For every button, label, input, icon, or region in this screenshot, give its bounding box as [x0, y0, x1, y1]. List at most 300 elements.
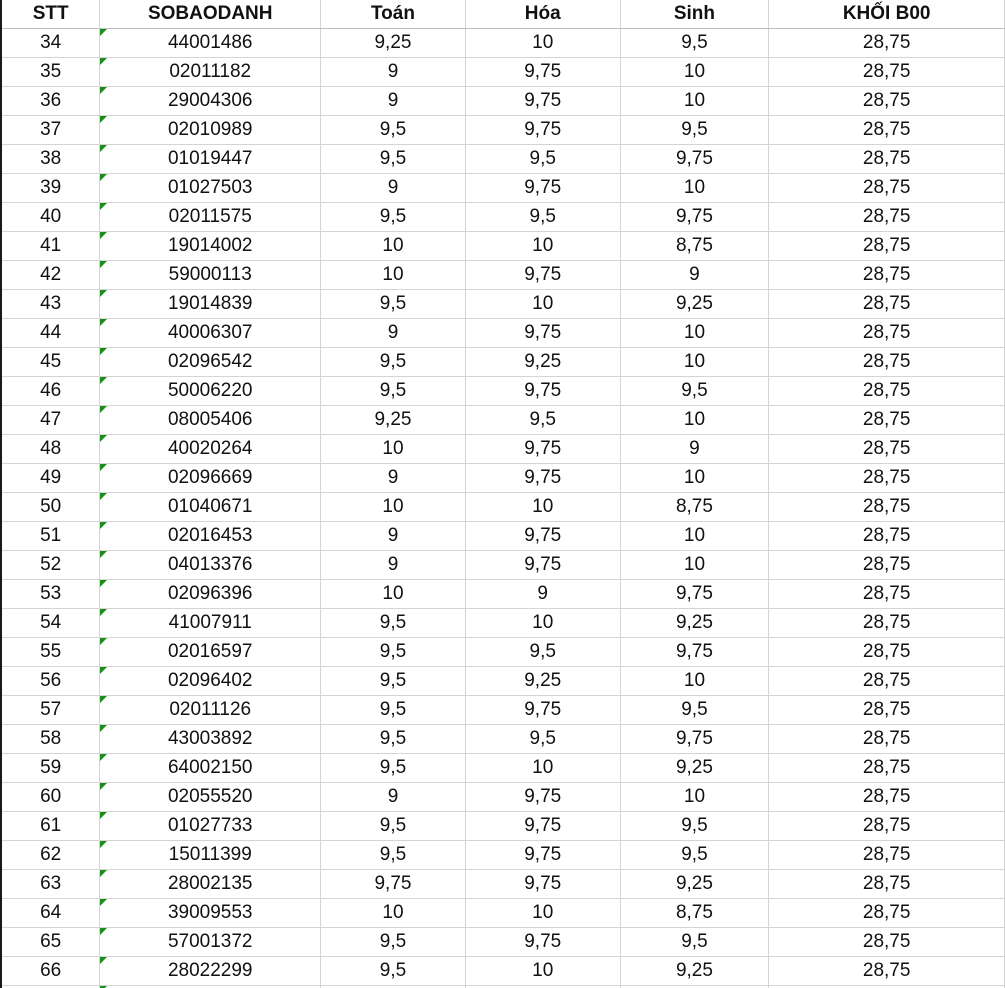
error-indicator-icon [100, 696, 107, 703]
cell-stt[interactable]: 46 [1, 377, 100, 406]
error-indicator-icon [100, 783, 107, 790]
cell-text: 01027503 [167, 177, 253, 198]
cell-sinh[interactable]: 9 [620, 261, 769, 290]
cell-text: 39009553 [167, 902, 253, 923]
cell-sinh[interactable]: 9,25 [620, 957, 769, 986]
cell-stt[interactable]: 36 [1, 87, 100, 116]
cell-toan[interactable]: 9,25 [321, 29, 466, 58]
cell-sinh[interactable]: 10 [620, 87, 769, 116]
cell-text: 15011399 [168, 844, 252, 865]
cell-stt[interactable]: 47 [1, 406, 100, 435]
cell-stt[interactable]: 60 [1, 783, 100, 812]
cell-sobaodanh[interactable] [100, 812, 321, 841]
cell-sobaodanh[interactable] [100, 29, 321, 58]
cell-sinh[interactable]: 9 [620, 435, 769, 464]
cell-sobaodanh[interactable] [100, 696, 321, 725]
cell-sobaodanh[interactable] [100, 899, 321, 928]
cell-text: 29004306 [167, 90, 253, 111]
cell-hoa[interactable]: 10 [465, 290, 620, 319]
cell-sinh[interactable]: 9,5 [620, 29, 769, 58]
header-hoa[interactable]: Hóa [465, 0, 620, 29]
cell-hoa[interactable]: 10 [465, 899, 620, 928]
cell-sobaodanh[interactable] [100, 232, 321, 261]
cell-stt[interactable]: 54 [1, 609, 100, 638]
cell-khoi-b00[interactable]: 28,75 [769, 957, 1005, 986]
cell-khoi-b00[interactable]: 28,75 [769, 232, 1005, 261]
cell-hoa[interactable]: 9,75 [465, 928, 620, 957]
table-row [1, 232, 1005, 261]
cell-khoi-b00[interactable]: 28,75 [769, 174, 1005, 203]
cell-sobaodanh[interactable] [100, 435, 321, 464]
cell-text: 19014839 [167, 293, 253, 314]
cell-stt[interactable]: 65 [1, 928, 100, 957]
error-indicator-icon [100, 145, 107, 152]
cell-toan[interactable]: 9 [321, 87, 466, 116]
cell-khoi-b00[interactable]: 28,75 [769, 551, 1005, 580]
cell-hoa[interactable]: 9,5 [465, 725, 620, 754]
table-row [1, 348, 1005, 377]
cell-text: 02011182 [169, 61, 252, 82]
cell-toan[interactable]: 9,5 [321, 638, 466, 667]
cell-sinh[interactable]: 9,5 [620, 928, 769, 957]
cell-khoi-b00[interactable]: 28,75 [769, 725, 1005, 754]
table-row [1, 58, 1005, 87]
cell-toan[interactable]: 10 [321, 261, 466, 290]
cell-toan[interactable]: 9,5 [321, 696, 466, 725]
cell-sinh[interactable]: 9,25 [620, 754, 769, 783]
error-indicator-icon [100, 464, 107, 471]
table-row [1, 580, 1005, 609]
cell-sinh[interactable]: 10 [620, 174, 769, 203]
error-indicator-icon [100, 232, 107, 239]
cell-sinh[interactable]: 9,25 [620, 290, 769, 319]
table-row [1, 290, 1005, 319]
cell-text: 01040671 [167, 496, 253, 517]
table-row [1, 638, 1005, 667]
cell-sobaodanh[interactable] [100, 667, 321, 696]
cell-khoi-b00[interactable]: 28,75 [769, 435, 1005, 464]
table-row [1, 464, 1005, 493]
error-indicator-icon [100, 899, 107, 906]
cell-text: 57001372 [167, 931, 253, 952]
cell-sobaodanh[interactable] [100, 928, 321, 957]
cell-khoi-b00[interactable]: 28,75 [769, 899, 1005, 928]
cell-khoi-b00[interactable]: 28,75 [769, 145, 1005, 174]
cell-sobaodanh[interactable] [100, 609, 321, 638]
cell-text: 59000113 [168, 264, 252, 285]
error-indicator-icon [100, 435, 107, 442]
cell-stt[interactable]: 57 [1, 696, 100, 725]
cell-stt[interactable]: 45 [1, 348, 100, 377]
cell-stt[interactable]: 61 [1, 812, 100, 841]
table-row [1, 29, 1005, 58]
cell-khoi-b00[interactable]: 28,75 [769, 928, 1005, 957]
cell-text: 40020264 [167, 438, 253, 459]
cell-toan[interactable]: 9,25 [321, 406, 466, 435]
cell-hoa[interactable]: 9,75 [465, 696, 620, 725]
cell-stt[interactable]: 52 [1, 551, 100, 580]
cell-text: 02055520 [167, 786, 253, 807]
table-row [1, 870, 1005, 899]
cell-toan[interactable]: 10 [321, 493, 466, 522]
cell-toan[interactable]: 9,5 [321, 116, 466, 145]
error-indicator-icon [100, 203, 107, 210]
cell-khoi-b00[interactable]: 28,75 [769, 348, 1005, 377]
cell-sinh[interactable]: 9,25 [620, 609, 769, 638]
cell-toan[interactable]: 9 [321, 551, 466, 580]
error-indicator-icon [100, 58, 107, 65]
cell-sobaodanh[interactable] [100, 319, 321, 348]
header-sinh[interactable]: Sinh [620, 0, 769, 29]
cell-sinh[interactable]: 8,75 [620, 493, 769, 522]
header-khoi-b00[interactable]: KHỐI B00 [769, 0, 1005, 29]
error-indicator-icon [100, 87, 107, 94]
cell-hoa[interactable]: 9,75 [465, 812, 620, 841]
cell-toan[interactable]: 10 [321, 899, 466, 928]
cell-sinh[interactable]: 9,5 [620, 696, 769, 725]
cell-stt[interactable]: 39 [1, 174, 100, 203]
cell-sinh[interactable]: 9,75 [620, 145, 769, 174]
cell-hoa[interactable]: 9,5 [465, 406, 620, 435]
cell-khoi-b00[interactable]: 28,75 [769, 580, 1005, 609]
cell-text: 64002150 [167, 757, 253, 778]
cell-stt[interactable]: 38 [1, 145, 100, 174]
cell-toan[interactable]: 9 [321, 464, 466, 493]
cell-hoa[interactable]: 9,75 [465, 551, 620, 580]
cell-sobaodanh[interactable] [100, 783, 321, 812]
cell-hoa[interactable]: 9 [465, 580, 620, 609]
cell-sinh[interactable]: 10 [620, 667, 769, 696]
cell-sinh[interactable]: 10 [620, 522, 769, 551]
table-row [1, 696, 1005, 725]
error-indicator-icon [100, 870, 107, 877]
error-indicator-icon [100, 522, 107, 529]
cell-khoi-b00[interactable]: 28,75 [769, 493, 1005, 522]
error-indicator-icon [100, 551, 107, 558]
header-sobaodanh[interactable]: SOBAODANH [100, 0, 321, 29]
cell-sinh[interactable]: 9,75 [620, 580, 769, 609]
cell-sinh[interactable]: 9,5 [620, 377, 769, 406]
cell-text: 19014002 [167, 235, 253, 256]
cell-sobaodanh[interactable] [100, 145, 321, 174]
cell-text: 08005406 [167, 409, 253, 430]
error-indicator-icon [100, 667, 107, 674]
cell-khoi-b00[interactable]: 28,75 [769, 406, 1005, 435]
table-row [1, 725, 1005, 754]
cell-stt[interactable]: 59 [1, 754, 100, 783]
cell-hoa[interactable]: 9,75 [465, 319, 620, 348]
cell-toan[interactable]: 10 [321, 232, 466, 261]
cell-sobaodanh[interactable] [100, 551, 321, 580]
cell-text: 02016597 [167, 641, 253, 662]
cell-text: 50006220 [167, 380, 253, 401]
cell-sobaodanh[interactable] [100, 377, 321, 406]
cell-sinh[interactable]: 10 [620, 319, 769, 348]
cell-text: 02096396 [167, 583, 253, 604]
cell-toan[interactable]: 9,5 [321, 725, 466, 754]
cell-hoa[interactable]: 9,75 [465, 783, 620, 812]
cell-stt[interactable]: 53 [1, 580, 100, 609]
table-row [1, 841, 1005, 870]
cell-toan[interactable]: 10 [321, 580, 466, 609]
cell-sinh[interactable]: 10 [620, 58, 769, 87]
cell-sobaodanh[interactable] [100, 261, 321, 290]
cell-khoi-b00[interactable]: 28,75 [769, 116, 1005, 145]
cell-khoi-b00[interactable]: 28,75 [769, 29, 1005, 58]
cell-text: 02010989 [167, 119, 253, 140]
error-indicator-icon [100, 319, 107, 326]
cell-sinh[interactable]: 10 [620, 783, 769, 812]
cell-toan[interactable]: 9,75 [321, 870, 466, 899]
cell-sinh[interactable]: 10 [620, 551, 769, 580]
cell-text: 41007911 [168, 612, 252, 633]
error-indicator-icon [100, 116, 107, 123]
cell-hoa[interactable]: 9,75 [465, 841, 620, 870]
cell-khoi-b00[interactable]: 28,75 [769, 203, 1005, 232]
cell-toan[interactable]: 9 [321, 174, 466, 203]
cell-text: 28022299 [167, 960, 253, 981]
error-indicator-icon [100, 725, 107, 732]
cell-khoi-b00[interactable]: 28,75 [769, 261, 1005, 290]
cell-stt[interactable]: 66 [1, 957, 100, 986]
cell-sobaodanh[interactable] [100, 406, 321, 435]
cell-khoi-b00[interactable]: 28,75 [769, 754, 1005, 783]
cell-khoi-b00[interactable]: 28,75 [769, 841, 1005, 870]
cell-hoa[interactable]: 10 [465, 754, 620, 783]
cell-sinh[interactable]: 9,25 [620, 870, 769, 899]
cell-stt[interactable]: 44 [1, 319, 100, 348]
cell-toan[interactable]: 9,5 [321, 667, 466, 696]
cell-hoa[interactable]: 9,75 [465, 58, 620, 87]
table-row [1, 783, 1005, 812]
cell-stt[interactable]: 50 [1, 493, 100, 522]
cell-toan[interactable]: 9,5 [321, 957, 466, 986]
cell-hoa[interactable]: 9,75 [465, 464, 620, 493]
cell-hoa[interactable]: 9,75 [465, 870, 620, 899]
cell-toan[interactable]: 9 [321, 58, 466, 87]
cell-khoi-b00[interactable]: 28,75 [769, 638, 1005, 667]
header-row [1, 0, 1005, 29]
cell-stt[interactable]: 41 [1, 232, 100, 261]
cell-toan[interactable]: 9,5 [321, 609, 466, 638]
cell-khoi-b00[interactable]: 28,75 [769, 290, 1005, 319]
table-row [1, 493, 1005, 522]
cell-toan[interactable]: 9 [321, 522, 466, 551]
cell-sobaodanh[interactable] [100, 725, 321, 754]
header-toan[interactable]: Toán [321, 0, 466, 29]
cell-sinh[interactable]: 8,75 [620, 232, 769, 261]
error-indicator-icon [100, 580, 107, 587]
cell-sobaodanh[interactable] [100, 203, 321, 232]
table-row [1, 87, 1005, 116]
cell-stt[interactable]: 64 [1, 899, 100, 928]
cell-hoa[interactable]: 9,25 [465, 348, 620, 377]
header-stt[interactable]: STT [1, 0, 100, 29]
cell-hoa[interactable]: 9,5 [465, 145, 620, 174]
cell-text: 02096542 [167, 351, 253, 372]
cell-stt[interactable]: 62 [1, 841, 100, 870]
table-row [1, 957, 1005, 986]
cell-stt[interactable]: 34 [1, 29, 100, 58]
cell-sobaodanh[interactable] [100, 754, 321, 783]
table-body [1, 29, 1005, 988]
cell-toan[interactable]: 9 [321, 783, 466, 812]
table-row [1, 551, 1005, 580]
table-row [1, 116, 1005, 145]
cell-toan[interactable]: 9 [321, 319, 466, 348]
cell-hoa[interactable]: 10 [465, 957, 620, 986]
cell-sobaodanh[interactable] [100, 290, 321, 319]
error-indicator-icon [100, 957, 107, 964]
cell-stt[interactable]: 56 [1, 667, 100, 696]
cell-hoa[interactable]: 9,75 [465, 377, 620, 406]
cell-stt[interactable]: 58 [1, 725, 100, 754]
cell-hoa[interactable]: 9,75 [465, 87, 620, 116]
cell-stt[interactable]: 37 [1, 116, 100, 145]
cell-hoa[interactable]: 9,25 [465, 667, 620, 696]
cell-sobaodanh[interactable] [100, 841, 321, 870]
cell-stt[interactable]: 42 [1, 261, 100, 290]
table-row [1, 145, 1005, 174]
error-indicator-icon [100, 406, 107, 413]
cell-khoi-b00[interactable]: 28,75 [769, 667, 1005, 696]
cell-toan[interactable]: 9,5 [321, 377, 466, 406]
cell-hoa[interactable]: 10 [465, 609, 620, 638]
cell-stt[interactable]: 40 [1, 203, 100, 232]
cell-toan[interactable]: 10 [321, 435, 466, 464]
cell-sinh[interactable]: 9,5 [620, 812, 769, 841]
cell-hoa[interactable]: 9,75 [465, 435, 620, 464]
cell-sinh[interactable]: 9,75 [620, 638, 769, 667]
cell-hoa[interactable]: 9,5 [465, 203, 620, 232]
cell-toan[interactable]: 9,5 [321, 203, 466, 232]
cell-stt[interactable]: 49 [1, 464, 100, 493]
cell-khoi-b00[interactable]: 28,75 [769, 783, 1005, 812]
cell-text: 01019447 [167, 148, 253, 169]
cell-stt[interactable]: 51 [1, 522, 100, 551]
error-indicator-icon [100, 174, 107, 181]
cell-sobaodanh[interactable] [100, 580, 321, 609]
cell-toan[interactable]: 9,5 [321, 928, 466, 957]
cell-toan[interactable]: 9,5 [321, 290, 466, 319]
cell-khoi-b00[interactable]: 28,75 [769, 696, 1005, 725]
cell-stt[interactable]: 63 [1, 870, 100, 899]
cell-sobaodanh[interactable] [100, 957, 321, 986]
cell-toan[interactable]: 9,5 [321, 348, 466, 377]
cell-sinh[interactable]: 9,75 [620, 203, 769, 232]
error-indicator-icon [100, 928, 107, 935]
cell-hoa[interactable]: 10 [465, 232, 620, 261]
cell-sinh[interactable]: 10 [620, 406, 769, 435]
cell-sobaodanh[interactable] [100, 638, 321, 667]
cell-sobaodanh[interactable] [100, 174, 321, 203]
cell-text: 01027733 [167, 815, 253, 836]
cell-khoi-b00[interactable]: 28,75 [769, 58, 1005, 87]
cell-text: 04013376 [167, 554, 253, 575]
cell-khoi-b00[interactable]: 28,75 [769, 870, 1005, 899]
table-row [1, 667, 1005, 696]
error-indicator-icon [100, 261, 107, 268]
cell-hoa[interactable]: 9,75 [465, 174, 620, 203]
error-indicator-icon [100, 29, 107, 36]
cell-sobaodanh[interactable] [100, 87, 321, 116]
table-row [1, 928, 1005, 957]
error-indicator-icon [100, 609, 107, 616]
cell-sobaodanh[interactable] [100, 870, 321, 899]
cell-sobaodanh[interactable] [100, 348, 321, 377]
error-indicator-icon [100, 812, 107, 819]
cell-hoa[interactable]: 10 [465, 29, 620, 58]
cell-khoi-b00[interactable]: 28,75 [769, 87, 1005, 116]
cell-sobaodanh[interactable] [100, 493, 321, 522]
cell-khoi-b00[interactable]: 28,75 [769, 464, 1005, 493]
table-row [1, 261, 1005, 290]
table-row [1, 319, 1005, 348]
cell-hoa[interactable]: 9,75 [465, 116, 620, 145]
cell-toan[interactable]: 9,5 [321, 754, 466, 783]
error-indicator-icon [100, 348, 107, 355]
cell-text: 43003892 [167, 728, 253, 749]
cell-sobaodanh[interactable] [100, 58, 321, 87]
table-row [1, 203, 1005, 232]
cell-text: 02011126 [169, 699, 252, 720]
table-row [1, 899, 1005, 928]
cell-hoa[interactable]: 9,75 [465, 261, 620, 290]
cell-stt[interactable]: 48 [1, 435, 100, 464]
cell-khoi-b00[interactable]: 28,75 [769, 522, 1005, 551]
cell-sinh[interactable]: 10 [620, 348, 769, 377]
error-indicator-icon [100, 754, 107, 761]
table-row [1, 609, 1005, 638]
cell-sobaodanh[interactable] [100, 116, 321, 145]
error-indicator-icon [100, 638, 107, 645]
cell-sobaodanh[interactable] [100, 464, 321, 493]
cell-hoa[interactable]: 9,75 [465, 522, 620, 551]
cell-hoa[interactable]: 9,5 [465, 638, 620, 667]
cell-sinh[interactable]: 9,75 [620, 725, 769, 754]
table-row [1, 435, 1005, 464]
table-row [1, 522, 1005, 551]
error-indicator-icon [100, 377, 107, 384]
cell-text: 02096669 [167, 467, 253, 488]
cell-khoi-b00[interactable]: 28,75 [769, 319, 1005, 348]
table-row [1, 377, 1005, 406]
cell-sinh[interactable]: 9,5 [620, 841, 769, 870]
cell-khoi-b00[interactable]: 28,75 [769, 377, 1005, 406]
cell-hoa[interactable]: 10 [465, 493, 620, 522]
cell-sinh[interactable]: 10 [620, 464, 769, 493]
cell-khoi-b00[interactable]: 28,75 [769, 812, 1005, 841]
table-row [1, 406, 1005, 435]
cell-text: 28002135 [167, 873, 253, 894]
cell-sinh[interactable]: 8,75 [620, 899, 769, 928]
cell-text: 02096402 [167, 670, 253, 691]
cell-text: 40006307 [167, 322, 253, 343]
cell-toan[interactable]: 9,5 [321, 812, 466, 841]
cell-sobaodanh[interactable] [100, 522, 321, 551]
cell-stt[interactable]: 55 [1, 638, 100, 667]
table-row [1, 174, 1005, 203]
cell-stt[interactable]: 35 [1, 58, 100, 87]
cell-stt[interactable]: 43 [1, 290, 100, 319]
cell-text: 02011575 [168, 206, 252, 227]
table-row [1, 754, 1005, 783]
cell-sinh[interactable]: 9,5 [620, 116, 769, 145]
cell-text: 02016453 [167, 525, 253, 546]
cell-toan[interactable]: 9,5 [321, 841, 466, 870]
cell-toan[interactable]: 9,5 [321, 145, 466, 174]
cell-khoi-b00[interactable]: 28,75 [769, 609, 1005, 638]
